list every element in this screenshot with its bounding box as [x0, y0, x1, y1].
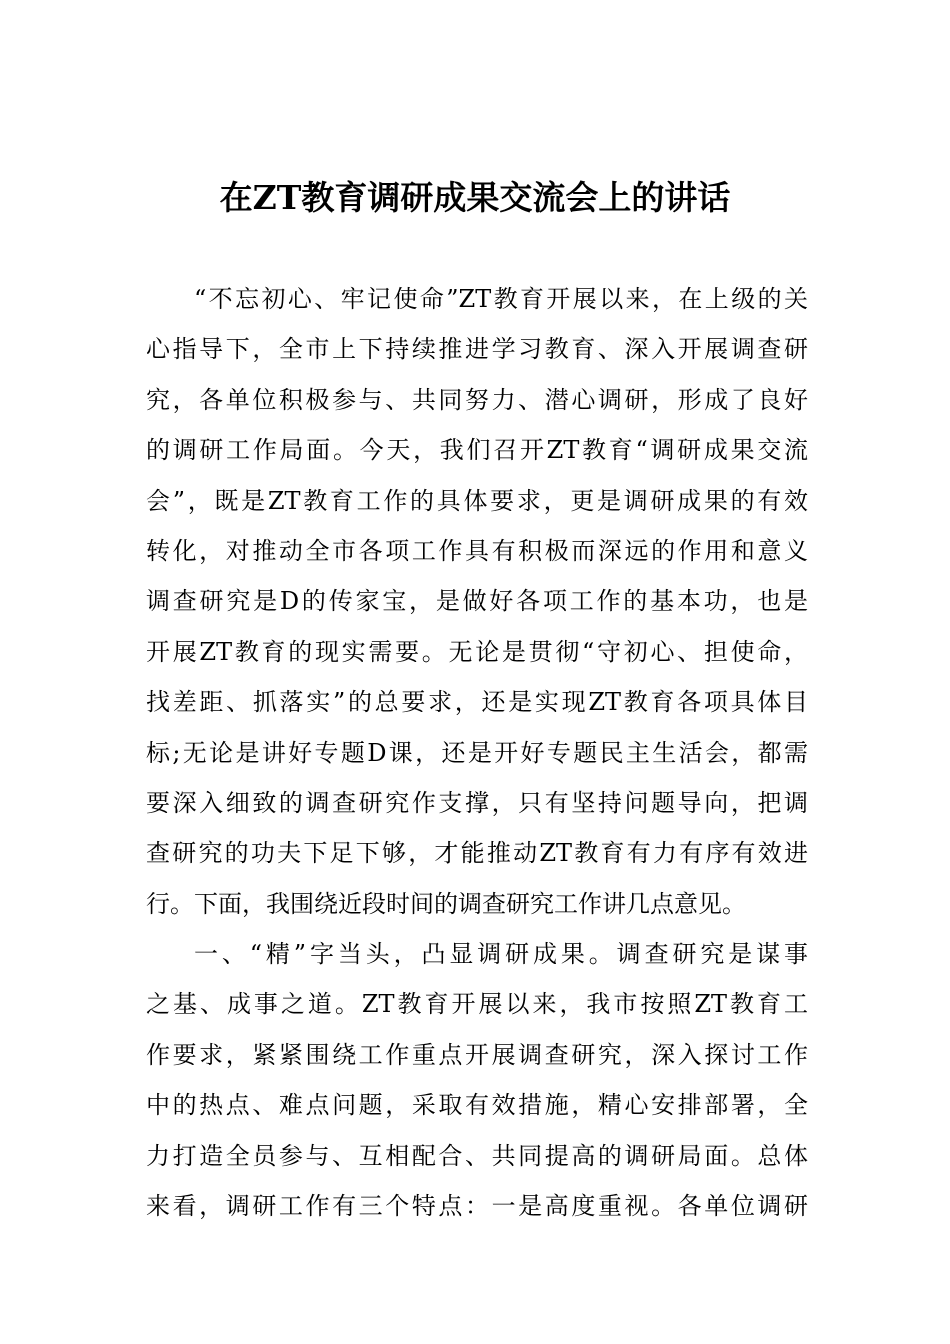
paragraph-line: 力打造全员参与、互相配合、共同提高的调研局面。总体: [146, 1141, 808, 1170]
paragraph-line: 行。下面，我围绕近段时间的调查研究工作讲几点意见。: [146, 889, 746, 918]
paragraph-line: 要深入细致的调查研究作支撑，只有坚持问题导向，把调: [146, 788, 808, 817]
paragraph-line: 转化，对推动全市各项工作具有积极而深远的作用和意义: [146, 536, 808, 565]
paragraph-line: 查研究的功夫下足下够，才能推动ZT教育有力有序有效进: [146, 839, 808, 868]
paragraph-line: 调查研究是D的传家宝，是做好各项工作的基本功，也是: [146, 587, 808, 616]
document-title: 在ZT教育调研成果交流会上的讲话: [219, 178, 731, 217]
paragraph-line: 会”，既是ZT教育工作的具体要求，更是调研成果的有效: [146, 486, 808, 515]
paragraph-line: 心指导下，全市上下持续推进学习教育、深入开展调查研: [146, 335, 808, 364]
paragraph-line: 作要求，紧紧围绕工作重点开展调查研究，深入探讨工作: [146, 1040, 808, 1069]
paragraph-line: 之基、成事之道。ZT教育开展以来，我市按照ZT教育工: [146, 990, 808, 1019]
paragraph-line: 找差距、抓落实”的总要求，还是实现ZT教育各项具体目: [146, 688, 808, 717]
paragraph-line: 中的热点、难点问题，采取有效措施，精心安排部署，全: [146, 1091, 808, 1120]
paragraph-line: 的调研工作局面。今天，我们召开ZT教育“调研成果交流: [146, 436, 808, 465]
paragraph-line: 究，各单位积极参与、共同努力、潜心调研，形成了良好: [146, 385, 808, 414]
paragraph-line: “不忘初心、牢记使命”ZT教育开展以来，在上级的关: [194, 285, 808, 313]
document-body: [146, 274, 808, 1231]
paragraph-line: 开展ZT教育的现实需要。无论是贯彻“守初心、担使命，: [146, 637, 808, 666]
paragraph-line: 来看，调研工作有三个特点：一是高度重视。各单位调研: [146, 1192, 808, 1221]
paragraph-line: 一、“精”字当头，凸显调研成果。调查研究是谋事: [194, 940, 808, 969]
paragraph-line: 标;无论是讲好专题D课，还是开好专题民主生活会，都需: [146, 738, 808, 767]
